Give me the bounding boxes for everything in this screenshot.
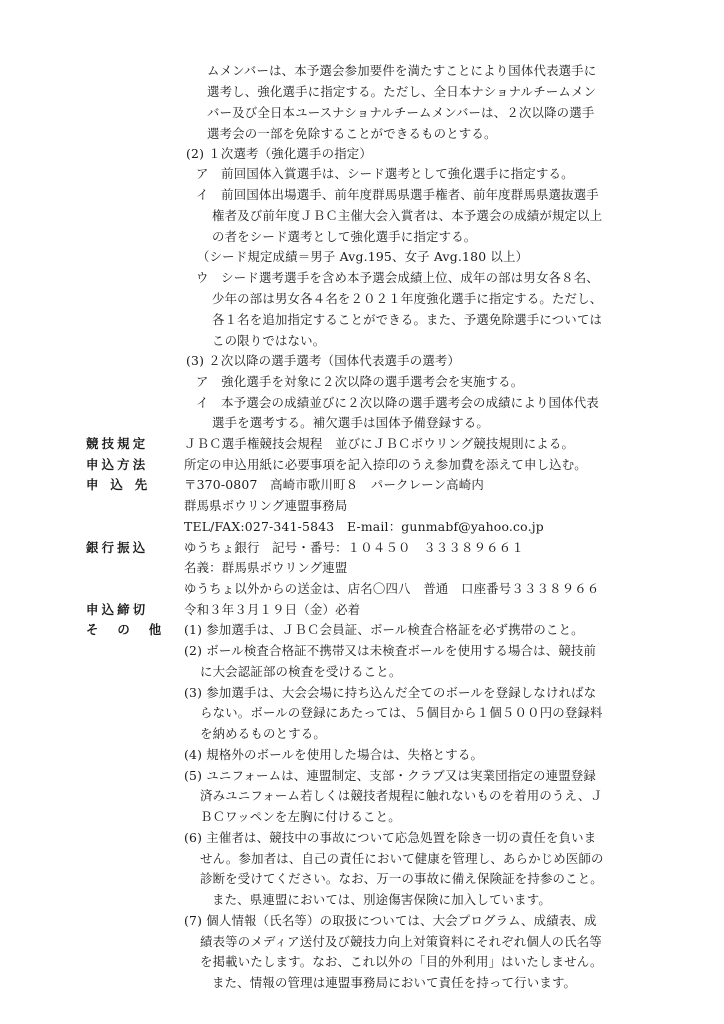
paragraph-line: 選考会の一部を免除することができるものとする。	[207, 126, 497, 141]
section-2-item-i: イ 前回国体出場選手、前年度群馬県選手権者、前年度群馬県選抜選手	[196, 187, 599, 202]
section-2-item-u-cont: 少年の部は男女各４名を２０２１年度強化選手に指定する。ただし、	[212, 291, 603, 306]
bank-transfer-heading: 銀行振込	[86, 540, 149, 555]
other-item-cont: に大会認証部の検査を受けること。	[200, 664, 402, 679]
other-item-cont: せん。参加者は、自己の責任において健康を管理し、あらかじめ医師の	[200, 851, 604, 866]
section-2-item-u: ウ シード選考選手を含め本予選会成績上位、成年の部は男女各８名、	[196, 270, 599, 285]
rules-text: ＪＢＣ選手権競技会規程 並びにＪＢＣボウリング競技規則による。	[184, 436, 575, 451]
rules-heading: 競技規定	[86, 436, 149, 451]
other-item-cont: また、県連盟においては、別途傷害保険に加入しています。	[212, 892, 551, 907]
other-item-cont: を掲載いたします。なお、これ以外の「目的外利用」はいたしません。	[200, 954, 603, 969]
paragraph-line: バー及び全日本ユースナショナルチームメンバーは、２次以降の選手	[207, 105, 595, 120]
other-item: (6) 主催者は、競技中の事故について応急処置を除き一切の責任を負いま	[184, 830, 597, 845]
application-method-text: 所定の申込用紙に必要事項を記入捺印のうえ参加費を添えて申し込む。	[184, 457, 587, 472]
destination-office: 群馬県ボウリング連盟事務局	[184, 498, 348, 513]
section-2-item-u-cont: この限りではない。	[212, 333, 326, 348]
application-destination-heading: 申込先	[86, 477, 160, 492]
bank-other-remittance: ゆうちょ以外からの送金は、店名〇四八 普通 口座番号３３３８９６６	[184, 581, 600, 596]
other-item-cont: また、情報の管理は連盟事務局において責任を持って行います。	[212, 975, 577, 990]
deadline-text: 令和３年３月１９日（金）必着	[184, 602, 361, 617]
other-heading: その他	[86, 622, 181, 637]
other-item: (5) ユニフォームは、連盟制定、支部・クラブ又は実業団指定の連盟登録	[184, 768, 596, 783]
paragraph-line: ムメンバーは、本予選会参加要件を満たすことにより国体代表選手に	[207, 63, 597, 78]
section-3-item-i-cont: 選手を選考する。補欠選手は国体予備登録する。	[212, 415, 489, 430]
other-item-cont: 診断を受けてください。なお、万一の事故に備え保険証を持参のこと。	[200, 871, 603, 886]
destination-address: 〒370-0807 高崎市歌川町８ パークレーン高崎内	[184, 477, 484, 492]
other-item: (4) 規格外のボールを使用した場合は、失格とする。	[184, 747, 484, 762]
other-item: (1) 参加選手は、ＪＢＣ会員証、ボール検査合格証を必ず携帯のこと。	[184, 622, 584, 637]
other-item-cont: 済みユニフォーム若しくは競技者規程に触れないものを着用のうえ、Ｊ	[200, 788, 604, 803]
other-item-cont: らない。ボールの登録にあたっては、５個目から１個５００円の登録料	[200, 705, 603, 720]
other-item: (2) ボール検査合格証不携帯又は未検査ボールを使用する場合は、競技前	[184, 643, 597, 658]
paragraph-line: 選考し、強化選手に指定する。ただし、全日本ナショナルチームメン	[207, 84, 597, 99]
other-item-cont: ＢＣワッペンを左胸に付けること。	[200, 809, 401, 824]
other-item: (7) 個人情報（氏名等）の取扱については、大会プログラム、成績表、成	[184, 913, 597, 928]
application-method-heading: 申込方法	[86, 457, 149, 472]
deadline-heading: 申込締切	[86, 602, 149, 617]
section-2-item-i-cont: の者をシード選考として強化選手に指定する。	[212, 229, 477, 244]
section-2-item-i-cont: 権者及び前年度ＪＢＣ主催大会入賞者は、本予選会の成績が規定以上	[212, 208, 603, 223]
section-2-title: (2) １次選考（強化選手の指定）	[186, 146, 372, 161]
other-item-cont: 績表等のメディア送付及び競技力向上対策資料にそれぞれ個人の氏名等	[200, 934, 602, 949]
section-2-item-a: ア 前回国体入賞選手は、シード選考として強化選手に指定する。	[196, 166, 574, 181]
bank-account-name: 名義：群馬県ボウリング連盟	[184, 560, 348, 575]
other-item: (3) 参加選手は、大会会場に持ち込んだ全てのボールを登録しなければな	[184, 685, 597, 700]
section-3-item-i: イ 本予選会の成績並びに２次以降の選手選考会の成績により国体代表	[196, 395, 599, 410]
other-item-cont: を納めるものとする。	[200, 726, 326, 741]
seed-criteria: （シード規定成績＝男子 Avg.195、女子 Avg.180 以上）	[197, 249, 529, 264]
bank-account: ゆうちょ銀行 記号・番号：１０４５０ ３３３８９６６１	[184, 540, 524, 555]
section-3-title: (3) ２次以降の選手選考（国体代表選手の選考）	[186, 353, 461, 368]
section-3-item-a: ア 強化選手を対象に２次以降の選手選考会を実施する。	[196, 374, 524, 389]
destination-contact: TEL/FAX:027-341-5843 E-mail：gunmabf@yahoo.co.jp	[184, 519, 544, 534]
section-2-item-u-cont: 各１名を追加指定することができる。また、予選免除選手については	[212, 312, 603, 327]
